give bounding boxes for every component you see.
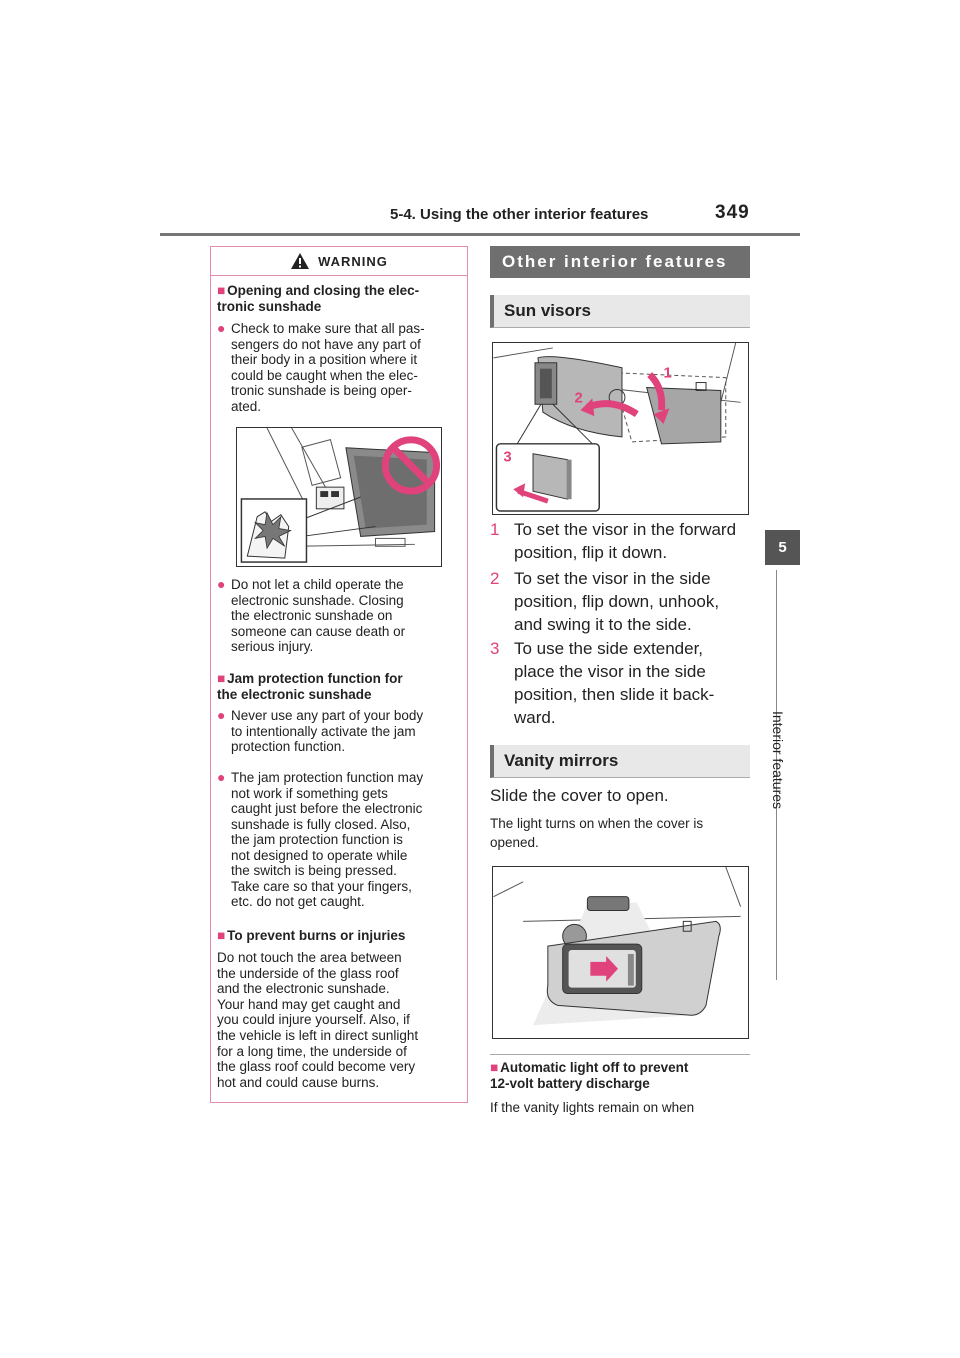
warning-head-sunshade: ■ Opening and closing the elec- tronic sunshade [217,283,420,314]
step-item: 2 To set the visor in the side position, flip down, unhook, and swing it to the side. [490,569,720,634]
warning-head-burns: ■ To prevent burns or injuries [217,928,406,943]
sunshade-hazard-illustration [236,427,442,567]
warning-label: WARNING [318,253,388,269]
warning-head-jam-protection: ■ Jam protection function for the electronic sunshade [217,671,403,702]
warning-header [211,247,467,276]
callout-3: 3 [503,449,512,466]
warning-bullet: ● Check to make sure that all pas- sengers do not have any part of their body in a position where it could be caught when the elec- tronic sunshade is being oper- ated. [217,320,425,414]
vanity-instruction: Slide the cover to open. [490,786,669,805]
running-header: 5-4. Using the other interior features [390,206,649,223]
chapter-tab: 5 [765,530,800,565]
callout-2: 2 [574,390,583,407]
page-number: 349 [715,202,750,223]
warning-triangle-icon [290,252,310,270]
header-rule [160,233,800,236]
section-divider [490,1054,750,1055]
vanity-mirrors-heading: Vanity mirrors [490,745,750,778]
warning-bullet: ● Never use any part of your body to intentionally activate the jam protection function. [217,707,424,754]
step-item: 3 To use the side extender, place the visor in the side position, then slide it back- ward. [490,639,715,727]
battery-discharge-text: If the vanity lights remain on when [490,1100,695,1115]
warning-box [210,246,468,1103]
step-item: 1 To set the visor in the forward position, flip it down. [490,520,737,562]
warning-bullet: ● Do not let a child operate the electronic sunshade. Closing the electronic sunshade on someone can cause death or serious injury. [217,576,406,654]
sun-visors-heading: Sun visors [490,295,750,328]
warning-bullet: ● The jam protection function may not work if something gets caught just before the electronic sunshade is fully closed. Also, the jam protection function is not designed to operate while the switch is being pressed. Take care so that your fingers, etc. do not get caught. [217,769,424,909]
sun-visor-illustration [492,342,749,515]
vanity-mirror-illustration [492,866,749,1039]
callout-1: 1 [663,365,672,382]
battery-discharge-heading: ■ Automatic light off to prevent 12-volt battery discharge [490,1060,689,1091]
chapter-tab-label: Interior features [770,710,786,810]
warning-paragraph: Do not touch the area between the underside of the glass roof and the electronic sunshade. Your hand may get caught and you could injure yourself. Also, if the vehicle is left in direct sunlight for a long time, the underside of the glass roof could become very hot and could cause burns. [217,950,419,1090]
section-banner: Other interior features [490,246,750,278]
vanity-note: The light turns on when the cover is opened. [490,816,704,850]
